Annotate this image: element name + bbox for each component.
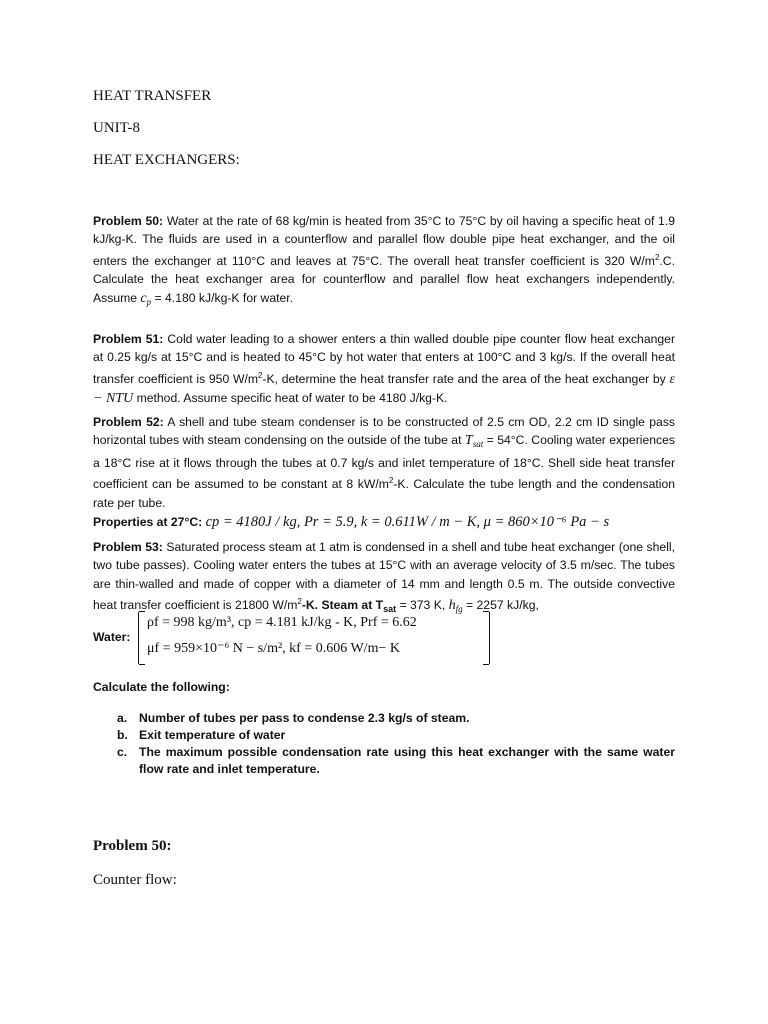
problem-53-text-3: = 373 K, <box>396 598 449 613</box>
properties-line <box>93 513 675 531</box>
tsat-subscript: sat <box>472 439 484 450</box>
water-properties-matrix <box>138 612 490 664</box>
matrix-row-2: μf = 959×10⁻⁶ N − s/m², kf = 0.606 W/m− K <box>147 641 400 656</box>
ntu-method: ε − NTU <box>93 371 675 407</box>
list-marker: a. <box>117 711 128 725</box>
list-item <box>117 710 675 727</box>
list-item <box>117 744 675 778</box>
matrix-row-1: ρf = 998 kg/m³, cp = 4.181 kJ/kg - K, Prf = 6.62 <box>147 615 417 630</box>
problem-51-label: Problem 51: <box>93 332 164 346</box>
list-item-text: Exit temperature of water <box>139 728 286 742</box>
problem-53-sup: 2 <box>297 597 302 607</box>
problem-50-text-2: .C. Calculate the heat exchanger area for counterflow and parallel flow heat exchangers independently. Assume <box>93 253 675 305</box>
problem-53-label: Problem 53: <box>93 540 163 554</box>
solution-heading: Problem 50: <box>93 838 172 854</box>
problem-52-label: Problem 52: <box>93 415 164 429</box>
hfg-subscript: fg <box>455 604 463 615</box>
problem-51-text-1: Cold water leading to a shower enters a thin walled double pipe counter flow heat exchanger at 0.25 kg/s at 15°C and is heated to 45°C by hot water that enters at 100°C and 3 kg/s. If the overall heat transfer coefficient is 950 W/m <box>93 332 676 386</box>
problem-51-sup: 2 <box>258 370 263 380</box>
problem-52 <box>93 413 675 531</box>
calculate-list <box>117 710 675 778</box>
tsat-53-subscript: sat <box>383 604 397 615</box>
unit-label: UNIT-8 <box>93 120 140 136</box>
cp-subscript: p <box>146 296 152 307</box>
problem-51-text-3: method. Assume specific heat of water to be 4180 J/kg-K. <box>133 391 448 406</box>
problem-50-text-3: = 4.180 kJ/kg-K for water. <box>151 290 294 305</box>
list-item <box>117 727 675 744</box>
problem-51 <box>93 330 675 409</box>
problem-50-text-1: Water at the rate of 68 kg/min is heated from 35°C to 75°C by oil having a specific heat of 1.9 kJ/kg-K. The fluids are used in a counterflow and parallel flow double pipe heat exchanger, and the oil enters the exchanger at 110°C and leaves at 75°C. The overall heat transfer coefficient is 320 W/m <box>93 214 676 268</box>
cp-symbol: c <box>140 290 147 306</box>
problem-53-text-1: Saturated process steam at 1 atm is condensed in a shell and tube heat exchanger (one shell, two tube passes). Cooling water enters the tubes at 15°C with an average velocity of 3.5 m/sec. The tubes are thin-walled and made of copper with a diameter of 14 mm and length 0.5 m. The outside convective heat transfer coefficient is 21800 W/m <box>93 540 675 613</box>
properties-formula: cp = 4180J / kg, Pr = 5.9, k = 0.611W / m − K, μ = 860×10⁻⁶ Pa − s <box>205 514 610 531</box>
solution-subheading: Counter flow: <box>93 872 177 888</box>
hfg-symbol: h <box>448 598 456 614</box>
chapter-heading: HEAT EXCHANGERS: <box>93 152 240 168</box>
problem-52-text-1: A shell and tube steam condenser is to be constructed of 2.5 cm OD, 2.2 cm ID single pass horizontal tubes with steam condensing on the outside of the tube at <box>93 415 676 448</box>
doc-title: HEAT TRANSFER <box>93 88 212 104</box>
problem-50 <box>93 212 675 311</box>
problem-53-text-2: -K. Steam at T <box>301 598 384 613</box>
list-marker: c. <box>117 745 128 759</box>
problem-52-text-3: -K. Calculate the tube length and the condensation rate per tube. <box>93 477 676 510</box>
properties-label: Properties at 27°C: <box>93 515 203 530</box>
list-item-text: Number of tubes per pass to condense 2.3 kg/s of steam. <box>139 711 470 725</box>
problem-53 <box>93 538 675 619</box>
list-item-text: The maximum possible condensation rate using this heat exchanger with the same water flow rate and inlet temperature. <box>139 745 675 776</box>
calculate-label: Calculate the following: <box>93 680 230 694</box>
list-marker: b. <box>117 728 128 742</box>
problem-52-sup: 2 <box>388 476 394 486</box>
problem-52-text-2: = 54°C. Cooling water experiences a 18°C rise at it flows through the tubes at 0.7 kg/s and inlet temperature of 18°C. Shell side heat transfer coefficient can be assumed to be constant at 8 kW/m <box>93 433 675 492</box>
problem-53-text-4: = 2257 kJ/kg, <box>462 598 539 613</box>
problem-51-text-2: -K, determine the heat transfer rate and the area of the heat exchanger by <box>262 371 670 386</box>
problem-50-label: Problem 50: <box>93 214 164 228</box>
problem-50-sup: 2 <box>654 252 660 262</box>
tsat-symbol: T <box>464 433 473 449</box>
water-label: Water: <box>93 630 131 644</box>
